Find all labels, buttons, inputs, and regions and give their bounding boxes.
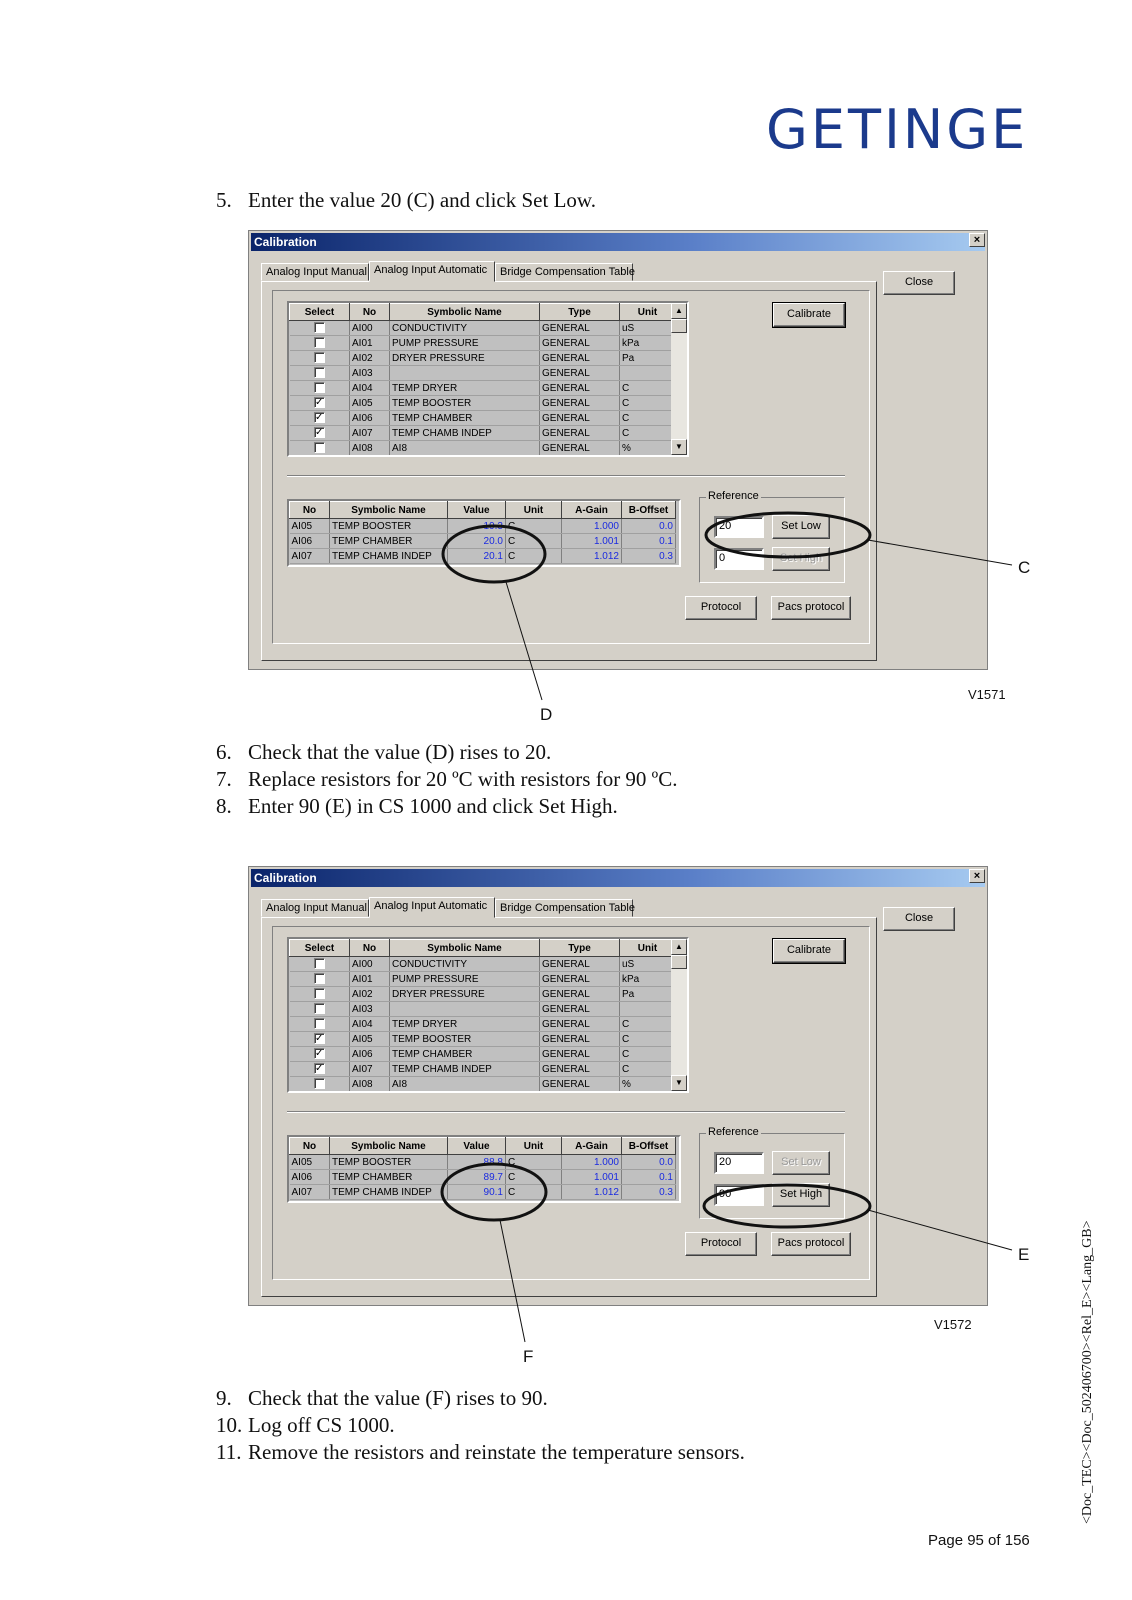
a-gain-cell: 1.000 — [562, 1155, 622, 1170]
scroll-up-icon[interactable]: ▲ — [671, 939, 687, 955]
page-number: Page 95 of 156 — [928, 1532, 1030, 1549]
symbolic-name-cell: CONDUCTIVITY — [390, 957, 540, 972]
step-number: 10. — [216, 1413, 243, 1437]
type-cell: GENERAL — [540, 441, 620, 456]
value-cell: 90.1 — [448, 1185, 506, 1200]
column-header[interactable]: Symbolic Name — [390, 940, 540, 957]
unit-cell: C — [620, 1017, 676, 1032]
high-reference-input[interactable]: 0 — [714, 548, 764, 570]
checkbox-checked-icon[interactable]: ✓ — [315, 1063, 324, 1075]
symbolic-name-cell: TEMP BOOSTER — [330, 519, 448, 534]
checkbox-checked-icon[interactable]: ✓ — [315, 427, 324, 439]
calibration-window-1 — [248, 230, 988, 670]
close-button[interactable]: Close — [883, 271, 955, 295]
reference-group — [699, 490, 845, 583]
value-cell: 20.1 — [448, 549, 506, 564]
tab-bridge-compensation-table[interactable]: Bridge Compensation Table — [495, 899, 633, 917]
no-cell: AI05 — [350, 396, 390, 411]
checkbox-icon[interactable] — [314, 988, 325, 999]
table-row[interactable] — [290, 426, 676, 441]
symbolic-name-cell: AI8 — [390, 441, 540, 456]
unit-cell — [620, 1002, 676, 1017]
unit-cell: C — [620, 396, 676, 411]
unit-cell: kPa — [620, 972, 676, 987]
checkbox-checked-icon[interactable]: ✓ — [315, 1033, 324, 1045]
type-cell: GENERAL — [540, 1047, 620, 1062]
reference-label: Reference — [708, 490, 759, 502]
checkbox-icon[interactable] — [314, 322, 325, 333]
no-cell: AI02 — [350, 987, 390, 1002]
step-10 — [216, 1413, 395, 1438]
column-header[interactable]: Symbolic Name — [330, 502, 448, 519]
symbolic-name-cell — [390, 1002, 540, 1017]
table-row[interactable] — [290, 1017, 676, 1032]
table-row[interactable] — [290, 957, 676, 972]
table-row[interactable] — [290, 534, 676, 549]
symbolic-name-cell: AI8 — [390, 1077, 540, 1092]
value-table — [287, 499, 681, 567]
checkbox-checked-icon[interactable]: ✓ — [315, 1048, 324, 1060]
set-high-button[interactable]: Set High — [772, 1183, 830, 1207]
low-reference-input[interactable]: 20 — [714, 516, 764, 538]
type-cell: GENERAL — [540, 366, 620, 381]
a-gain-cell: 1.000 — [562, 519, 622, 534]
no-cell: AI05 — [290, 1155, 330, 1170]
step-text: Enter 90 (E) in CS 1000 and click Set High. — [248, 794, 618, 818]
tab-analog-input-manual[interactable]: Analog Input Manual — [261, 263, 369, 281]
select-cell[interactable] — [290, 336, 350, 351]
checkbox-icon[interactable] — [314, 352, 325, 363]
table-row[interactable] — [290, 519, 676, 534]
type-cell: GENERAL — [540, 1032, 620, 1047]
step-number: 6. — [216, 740, 232, 764]
callout-c: C — [1018, 558, 1031, 577]
checkbox-icon[interactable] — [314, 337, 325, 348]
no-cell: AI07 — [290, 1185, 330, 1200]
unit-cell: % — [620, 1077, 676, 1092]
select-cell[interactable] — [290, 1032, 350, 1047]
pacs-protocol-button[interactable]: Pacs protocol — [771, 596, 851, 620]
column-header[interactable]: Symbolic Name — [330, 1138, 448, 1155]
select-cell[interactable] — [290, 1047, 350, 1062]
symbolic-name-cell — [390, 366, 540, 381]
step-11 — [216, 1440, 745, 1465]
unit-cell: % — [620, 441, 676, 456]
no-cell: AI00 — [350, 957, 390, 972]
divider — [287, 1111, 845, 1113]
no-cell: AI06 — [350, 1047, 390, 1062]
no-cell: AI08 — [350, 1077, 390, 1092]
checkbox-icon[interactable] — [314, 382, 325, 393]
close-icon[interactable]: × — [969, 869, 985, 883]
unit-cell: C — [506, 1155, 562, 1170]
column-header[interactable]: No — [290, 502, 330, 519]
step-number: 9. — [216, 1386, 232, 1410]
b-offset-cell: 0.3 — [622, 549, 676, 564]
table-header-row — [290, 940, 676, 957]
table-header-row — [290, 304, 676, 321]
symbolic-name-cell: TEMP CHAMB INDEP — [330, 549, 448, 564]
column-header[interactable]: B-Offset — [622, 502, 676, 519]
type-cell: GENERAL — [540, 351, 620, 366]
table-row[interactable] — [290, 972, 676, 987]
checkbox-icon[interactable] — [314, 367, 325, 378]
step-6 — [216, 740, 551, 765]
no-cell: AI06 — [350, 411, 390, 426]
checkbox-icon[interactable] — [314, 973, 325, 984]
type-cell: GENERAL — [540, 1062, 620, 1077]
unit-cell: Pa — [620, 987, 676, 1002]
a-gain-cell: 1.012 — [562, 1185, 622, 1200]
select-cell[interactable] — [290, 1002, 350, 1017]
table-row[interactable] — [290, 1170, 676, 1185]
unit-cell: C — [620, 1047, 676, 1062]
select-cell[interactable] — [290, 1077, 350, 1092]
scroll-thumb[interactable] — [671, 319, 687, 333]
symbolic-name-cell: TEMP CHAMBER — [390, 1047, 540, 1062]
symbolic-name-cell: TEMP CHAMBER — [330, 1170, 448, 1185]
column-header[interactable]: Select — [290, 304, 350, 321]
pacs-protocol-button[interactable]: Pacs protocol — [771, 1232, 851, 1256]
a-gain-cell: 1.001 — [562, 534, 622, 549]
table-header-row — [290, 502, 676, 519]
type-cell: GENERAL — [540, 972, 620, 987]
callout-e: E — [1018, 1245, 1030, 1264]
table-header-row — [290, 1138, 676, 1155]
table-row[interactable] — [290, 1062, 676, 1077]
checkbox-icon[interactable] — [314, 1078, 325, 1089]
column-header[interactable]: No — [290, 1138, 330, 1155]
calibration-window-2 — [248, 866, 988, 1306]
unit-cell: C — [506, 534, 562, 549]
column-header[interactable]: A-Gain — [562, 502, 622, 519]
table-row[interactable] — [290, 1002, 676, 1017]
unit-cell: uS — [620, 957, 676, 972]
select-table — [287, 937, 689, 1093]
scroll-down-icon[interactable]: ▼ — [671, 439, 687, 455]
a-gain-cell: 1.001 — [562, 1170, 622, 1185]
symbolic-name-cell: TEMP DRYER — [390, 1017, 540, 1032]
no-cell: AI00 — [350, 321, 390, 336]
close-button[interactable]: Close — [883, 907, 955, 931]
column-header[interactable]: B-Offset — [622, 1138, 676, 1155]
select-cell[interactable] — [290, 972, 350, 987]
select-cell[interactable] — [290, 987, 350, 1002]
unit-cell: uS — [620, 321, 676, 336]
unit-cell: C — [620, 426, 676, 441]
unit-cell: C — [620, 1032, 676, 1047]
low-reference-input[interactable]: 20 — [714, 1152, 764, 1174]
step-5 — [216, 188, 596, 213]
tab-panel — [261, 281, 877, 661]
vertical-scrollbar[interactable] — [671, 939, 687, 1091]
callout-d: D — [540, 705, 553, 724]
divider — [287, 475, 845, 477]
no-cell: AI05 — [290, 519, 330, 534]
window-title: Calibration — [251, 869, 985, 887]
reference-label: Reference — [708, 1126, 759, 1138]
symbolic-name-cell: TEMP DRYER — [390, 381, 540, 396]
protocol-button[interactable]: Protocol — [685, 596, 757, 620]
unit-cell: C — [506, 549, 562, 564]
step-8 — [216, 794, 618, 819]
no-cell: AI06 — [290, 534, 330, 549]
set-low-button[interactable]: Set Low — [772, 515, 830, 539]
no-cell: AI02 — [350, 351, 390, 366]
high-reference-input[interactable]: 90 — [714, 1184, 764, 1206]
unit-cell: kPa — [620, 336, 676, 351]
tab-bridge-compensation-table[interactable]: Bridge Compensation Table — [495, 263, 633, 281]
unit-cell: C — [620, 1062, 676, 1077]
tab-analog-input-automatic[interactable]: Analog Input Automatic — [369, 261, 495, 282]
column-header[interactable]: Unit — [620, 940, 676, 957]
table-row[interactable] — [290, 1032, 676, 1047]
column-header[interactable]: Type — [540, 304, 620, 321]
select-cell[interactable] — [290, 321, 350, 336]
unit-cell: C — [506, 1185, 562, 1200]
symbolic-name-cell: CONDUCTIVITY — [390, 321, 540, 336]
column-header[interactable]: No — [350, 304, 390, 321]
unit-cell: C — [620, 411, 676, 426]
select-table — [287, 301, 689, 457]
type-cell: GENERAL — [540, 1002, 620, 1017]
type-cell: GENERAL — [540, 987, 620, 1002]
step-text: Check that the value (D) rises to 20. — [248, 740, 552, 764]
step-text: Remove the resistors and reinstate the temperature sensors. — [248, 1440, 745, 1464]
figure-code-1: V1571 — [968, 687, 1006, 702]
b-offset-cell: 0.0 — [622, 1155, 676, 1170]
getinge-logo: GETINGE — [766, 98, 1029, 161]
table-row[interactable] — [290, 336, 676, 351]
table-row[interactable] — [290, 549, 676, 564]
set-high-button[interactable]: Set High — [772, 547, 830, 571]
step-text: Replace resistors for 20 ºC with resistors for 90 ºC. — [248, 767, 678, 791]
select-cell[interactable] — [290, 396, 350, 411]
type-cell: GENERAL — [540, 1017, 620, 1032]
step-text: Enter the value 20 (C) and click Set Low. — [248, 188, 596, 212]
column-header[interactable]: Value — [448, 1138, 506, 1155]
symbolic-name-cell: TEMP BOOSTER — [330, 1155, 448, 1170]
set-low-button[interactable]: Set Low — [772, 1151, 830, 1175]
step-number: 5. — [216, 188, 232, 212]
checkbox-icon[interactable] — [314, 1003, 325, 1014]
select-cell[interactable] — [290, 351, 350, 366]
no-cell: AI04 — [350, 1017, 390, 1032]
b-offset-cell: 0.1 — [622, 534, 676, 549]
step-text: Log off CS 1000. — [248, 1413, 395, 1437]
b-offset-cell: 0.0 — [622, 519, 676, 534]
symbolic-name-cell: PUMP PRESSURE — [390, 972, 540, 987]
figure-code-2: V1572 — [934, 1317, 972, 1332]
symbolic-name-cell: TEMP CHAMB INDEP — [330, 1185, 448, 1200]
table-row[interactable] — [290, 366, 676, 381]
select-cell[interactable] — [290, 441, 350, 456]
symbolic-name-cell: TEMP CHAMBER — [390, 411, 540, 426]
table-row[interactable] — [290, 381, 676, 396]
select-cell[interactable] — [290, 1017, 350, 1032]
column-header[interactable]: Unit — [506, 502, 562, 519]
column-header[interactable]: Unit — [620, 304, 676, 321]
select-cell[interactable] — [290, 1062, 350, 1077]
select-cell[interactable] — [290, 411, 350, 426]
tab-analog-input-automatic[interactable]: Analog Input Automatic — [369, 897, 495, 918]
no-cell: AI07 — [290, 549, 330, 564]
column-header[interactable]: Symbolic Name — [390, 304, 540, 321]
no-cell: AI08 — [350, 441, 390, 456]
tab-panel — [261, 917, 877, 1297]
no-cell: AI07 — [350, 426, 390, 441]
unit-cell: Pa — [620, 351, 676, 366]
no-cell: AI01 — [350, 972, 390, 987]
column-header[interactable]: Select — [290, 940, 350, 957]
step-text: Check that the value (F) rises to 90. — [248, 1386, 548, 1410]
table-row[interactable] — [290, 441, 676, 456]
reference-group — [699, 1126, 845, 1219]
type-cell: GENERAL — [540, 426, 620, 441]
select-cell[interactable] — [290, 426, 350, 441]
b-offset-cell: 0.1 — [622, 1170, 676, 1185]
checkbox-icon[interactable] — [314, 442, 325, 453]
type-cell: GENERAL — [540, 336, 620, 351]
symbolic-name-cell: DRYER PRESSURE — [390, 351, 540, 366]
step-9 — [216, 1386, 548, 1411]
symbolic-name-cell: TEMP BOOSTER — [390, 396, 540, 411]
scroll-up-icon[interactable]: ▲ — [671, 303, 687, 319]
calibrate-button[interactable]: Calibrate — [773, 939, 845, 963]
close-icon[interactable]: × — [969, 233, 985, 247]
unit-cell — [620, 366, 676, 381]
no-cell: AI03 — [350, 366, 390, 381]
no-cell: AI05 — [350, 1032, 390, 1047]
b-offset-cell: 0.3 — [622, 1185, 676, 1200]
column-header[interactable]: Unit — [506, 1138, 562, 1155]
no-cell: AI06 — [290, 1170, 330, 1185]
no-cell: AI04 — [350, 381, 390, 396]
no-cell: AI01 — [350, 336, 390, 351]
table-row[interactable] — [290, 396, 676, 411]
tab-analog-input-manual[interactable]: Analog Input Manual — [261, 899, 369, 917]
checkbox-icon[interactable] — [314, 1018, 325, 1029]
table-row[interactable] — [290, 1155, 676, 1170]
table-row[interactable] — [290, 1077, 676, 1092]
checkbox-checked-icon[interactable]: ✓ — [315, 412, 324, 424]
type-cell: GENERAL — [540, 957, 620, 972]
protocol-button[interactable]: Protocol — [685, 1232, 757, 1256]
table-row[interactable] — [290, 1047, 676, 1062]
panel-frame — [272, 926, 870, 1280]
value-cell: 20.0 — [448, 534, 506, 549]
symbolic-name-cell: DRYER PRESSURE — [390, 987, 540, 1002]
checkbox-icon[interactable] — [314, 958, 325, 969]
no-cell: AI07 — [350, 1062, 390, 1077]
table-row[interactable] — [290, 411, 676, 426]
a-gain-cell: 1.012 — [562, 549, 622, 564]
symbolic-name-cell: TEMP CHAMB INDEP — [390, 1062, 540, 1077]
type-cell: GENERAL — [540, 396, 620, 411]
unit-cell: C — [506, 519, 562, 534]
table-row[interactable] — [290, 1185, 676, 1200]
callout-f: F — [523, 1347, 534, 1366]
select-cell[interactable] — [290, 957, 350, 972]
table-row[interactable] — [290, 321, 676, 336]
type-cell: GENERAL — [540, 321, 620, 336]
value-cell: 88.8 — [448, 1155, 506, 1170]
table-row[interactable] — [290, 987, 676, 1002]
table-row[interactable] — [290, 351, 676, 366]
value-cell: 89.7 — [448, 1170, 506, 1185]
column-header[interactable]: A-Gain — [562, 1138, 622, 1155]
symbolic-name-cell: TEMP CHAMB INDEP — [390, 426, 540, 441]
symbolic-name-cell: TEMP BOOSTER — [390, 1032, 540, 1047]
unit-cell: C — [620, 381, 676, 396]
symbolic-name-cell: PUMP PRESSURE — [390, 336, 540, 351]
column-header[interactable]: Type — [540, 940, 620, 957]
calibrate-button[interactable]: Calibrate — [773, 303, 845, 327]
value-cell: 19.3 — [448, 519, 506, 534]
no-cell: AI03 — [350, 1002, 390, 1017]
step-7 — [216, 767, 677, 792]
document-code: <Doc_TEC><Doc_502406700><Rel_E><Lang_GB> — [1080, 1220, 1095, 1524]
step-number: 7. — [216, 767, 232, 791]
step-number: 11. — [216, 1440, 242, 1464]
select-cell[interactable] — [290, 366, 350, 381]
type-cell: GENERAL — [540, 381, 620, 396]
value-table — [287, 1135, 681, 1203]
step-number: 8. — [216, 794, 232, 818]
checkbox-checked-icon[interactable]: ✓ — [315, 397, 324, 409]
column-header[interactable]: Value — [448, 502, 506, 519]
type-cell: GENERAL — [540, 1077, 620, 1092]
vertical-scrollbar[interactable] — [671, 303, 687, 455]
scroll-down-icon[interactable]: ▼ — [671, 1075, 687, 1091]
unit-cell: C — [506, 1170, 562, 1185]
type-cell: GENERAL — [540, 411, 620, 426]
select-cell[interactable] — [290, 381, 350, 396]
scroll-thumb[interactable] — [671, 955, 687, 969]
symbolic-name-cell: TEMP CHAMBER — [330, 534, 448, 549]
window-title: Calibration — [251, 233, 985, 251]
column-header[interactable]: No — [350, 940, 390, 957]
panel-frame — [272, 290, 870, 644]
